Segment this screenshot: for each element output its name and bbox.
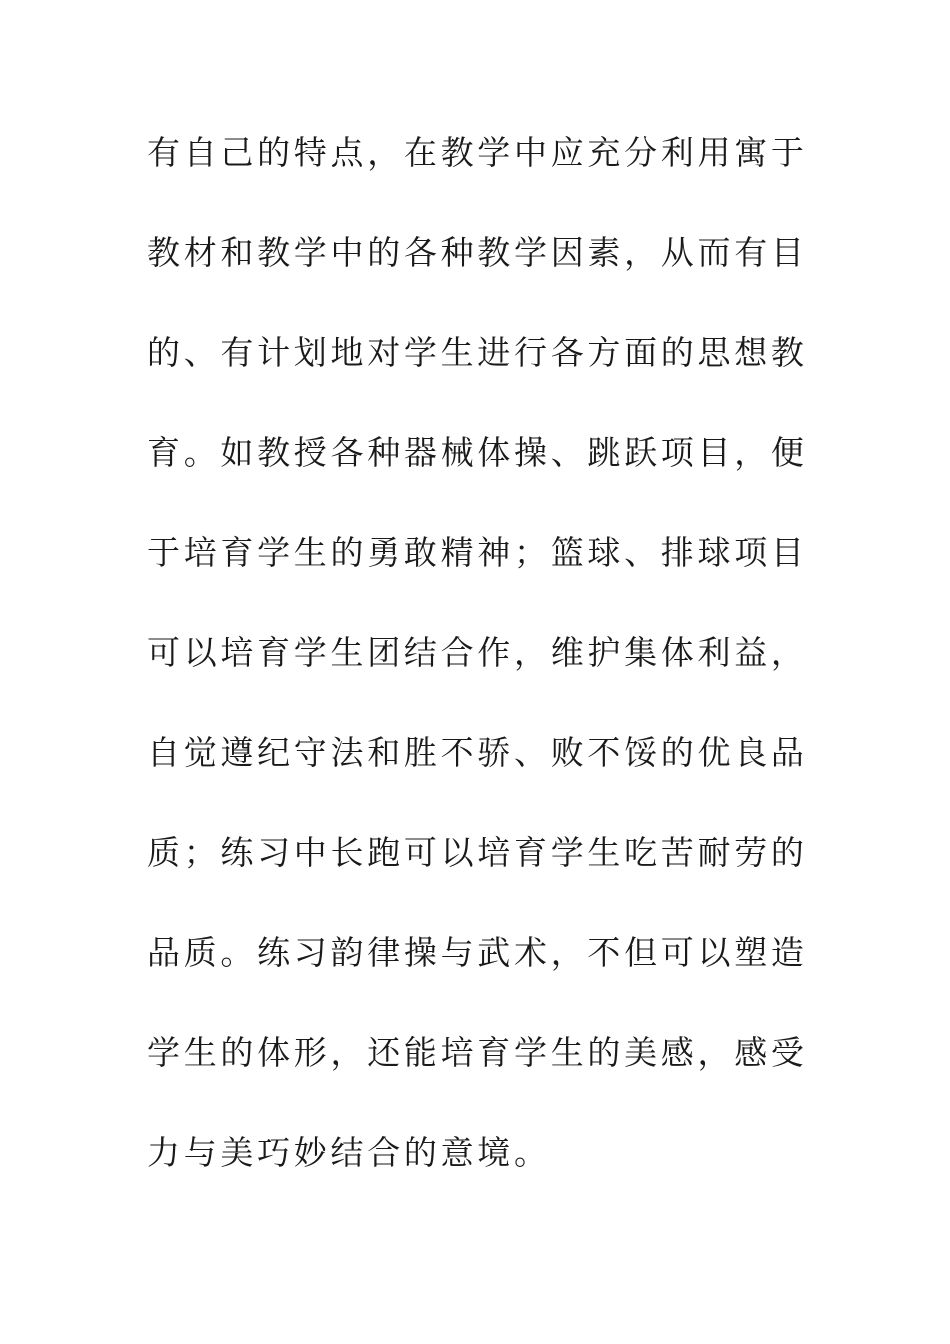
text-line: 力与美巧妙结合的意境。 (147, 1133, 551, 1172)
text-line: 可以培育学生团结合作，维护集体利益， (147, 633, 808, 672)
text-line: 育。如教授各种器械体操、跳跃项目，便 (147, 433, 808, 472)
text-line: 的、有计划地对学生进行各方面的思想教 (147, 333, 808, 372)
text-line: 学生的体形，还能培育学生的美感，感受 (147, 1033, 808, 1072)
body-paragraph (147, 120, 817, 1220)
text-line: 有自己的特点，在教学中应充分利用寓于 (147, 133, 808, 172)
text-line: 品质。练习韵律操与武术，不但可以塑造 (147, 933, 808, 972)
text-line: 教材和教学中的各种教学因素，从而有目 (147, 233, 808, 272)
text-line: 自觉遵纪守法和胜不骄、败不馁的优良品 (147, 733, 808, 772)
text-line: 质；练习中长跑可以培育学生吃苦耐劳的 (147, 833, 808, 872)
text-line: 于培育学生的勇敢精神；篮球、排球项目 (147, 533, 808, 572)
